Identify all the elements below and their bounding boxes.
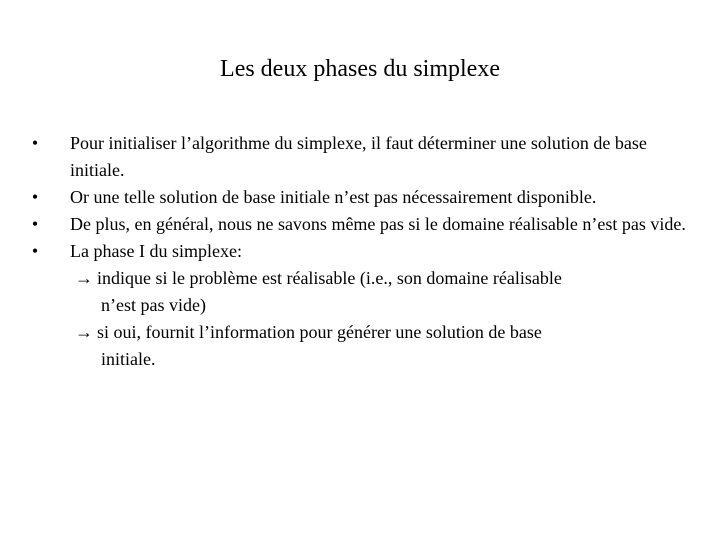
slide-title: Les deux phases du simplexe: [220, 56, 500, 82]
bullet-marker: •: [31, 241, 39, 261]
sub-item: [75, 265, 688, 292]
arrow-icon: →: [75, 322, 93, 342]
bullet-item: [28, 184, 688, 211]
bullet-list: [28, 130, 688, 373]
bullet-text: De plus, en général, nous ne savons même pas si le domaine réalisable n’est pas vide.: [70, 214, 686, 234]
bullet-item: [28, 211, 688, 238]
sub-item-continuation: initiale.: [101, 349, 156, 369]
sub-item-text: indique si le problème est réalisable (i.e., son domaine réalisable: [97, 268, 562, 288]
bullet-text: Pour initialiser l’algorithme du simplexe, il faut déterminer une solution de base initiale.: [70, 133, 647, 180]
sub-item-continuation: n’est pas vide): [101, 295, 206, 315]
bullet-item: [28, 238, 688, 265]
bullet-marker: •: [31, 214, 39, 234]
arrow-icon: →: [75, 268, 93, 288]
bullet-text: Or une telle solution de base initiale n’est pas nécessairement disponible.: [70, 187, 597, 207]
bullet-item: [28, 130, 688, 184]
sub-item: [75, 319, 688, 346]
bullet-text: La phase I du simplexe:: [70, 241, 242, 261]
sub-item-text: si oui, fournit l’information pour générer une solution de base: [97, 322, 542, 342]
bullet-marker: •: [31, 133, 39, 153]
bullet-marker: •: [31, 187, 39, 207]
